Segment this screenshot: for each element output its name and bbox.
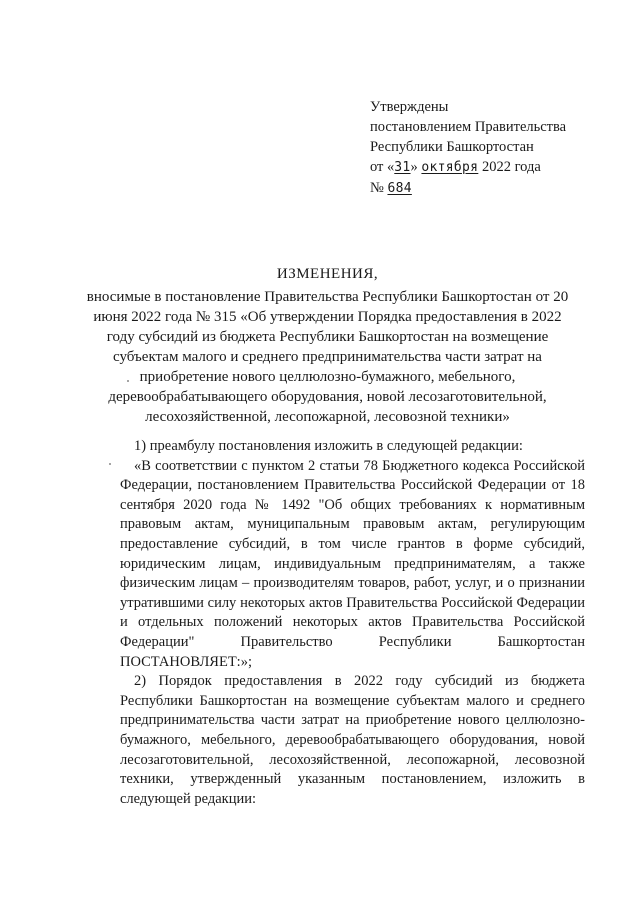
approval-line-3: Республики Башкортостан <box>370 139 534 155</box>
title-subtitle: вносимые в постановление Правительства Республики Башкортостан от 20 июня 2022 года № 315 «Об утверждении Порядка предоставления в 2022 году субсидий из бюджета Республики Башкортостан на возмещение субъектам малого и среднего предпринимательства части затрат на приобретение нового целлюлозно-бумажного, мебельного, деревообрабатывающего оборудования, новой лесозаготовительной, лесохозяйственной, лесопожарной, лесовозной техники» <box>86 289 569 425</box>
date-suffix: 2022 года <box>478 159 541 175</box>
paragraph-2: «В соответствии с пунктом 2 статьи 78 Бюджетного кодекса Российской Федерации, постановлением Правительства Российской Федерации от 18 сентября 2020 года № 1492 "Об общих требованиях к нормативным правовым актам, муниципальным правовым актам, регулирующим предоставление субсидий, в том числе грантов в форме субсидий, юридическим лицам, индивидуальным предпринимателям, а также физическим лицам – производителям товаров, работ, услуг, и о признании утратившими силу некоторых актов Правительства Российской Федерации и отдельных положений некоторых актов Правительства Российской Федерации" Правительство Республики Башкортостан ПОСТАНОВЛЯЕТ:»; <box>120 457 585 670</box>
scan-speck <box>109 463 111 465</box>
paragraph-3: 2) Порядок предоставления в 2022 году субсидий из бюджета Республики Башкортостан на возмещение субъектам малого и среднего предпринимательства части затрат на приобретение нового целлюлозно-бумажного, мебельного, деревообрабатывающего оборудования, новой лесозаготовительной, лесохозяйственной, лесопожарной, лесовозной техники, утвержденный указанным постановлением, изложить в следующей редакции: <box>120 673 585 807</box>
document-body <box>120 437 585 809</box>
date-prefix: от « <box>370 159 395 175</box>
number-value: 684 <box>387 181 412 196</box>
date-mid: » <box>410 159 422 175</box>
approval-block <box>370 97 620 199</box>
paragraph-1: 1) преамбулу постановления изложить в следующей редакции: <box>134 438 523 454</box>
scan-speck <box>127 380 129 382</box>
approval-date <box>370 157 620 178</box>
document-title <box>80 264 575 427</box>
approval-line-1: Утверждены <box>370 99 449 115</box>
approval-number <box>370 178 620 199</box>
approval-line-2: постановлением Правительства <box>370 119 567 135</box>
date-day: 31 <box>394 160 411 175</box>
date-month: октября <box>421 160 479 175</box>
title-heading: ИЗМЕНЕНИЯ, <box>276 266 379 282</box>
number-prefix: № <box>370 180 388 196</box>
